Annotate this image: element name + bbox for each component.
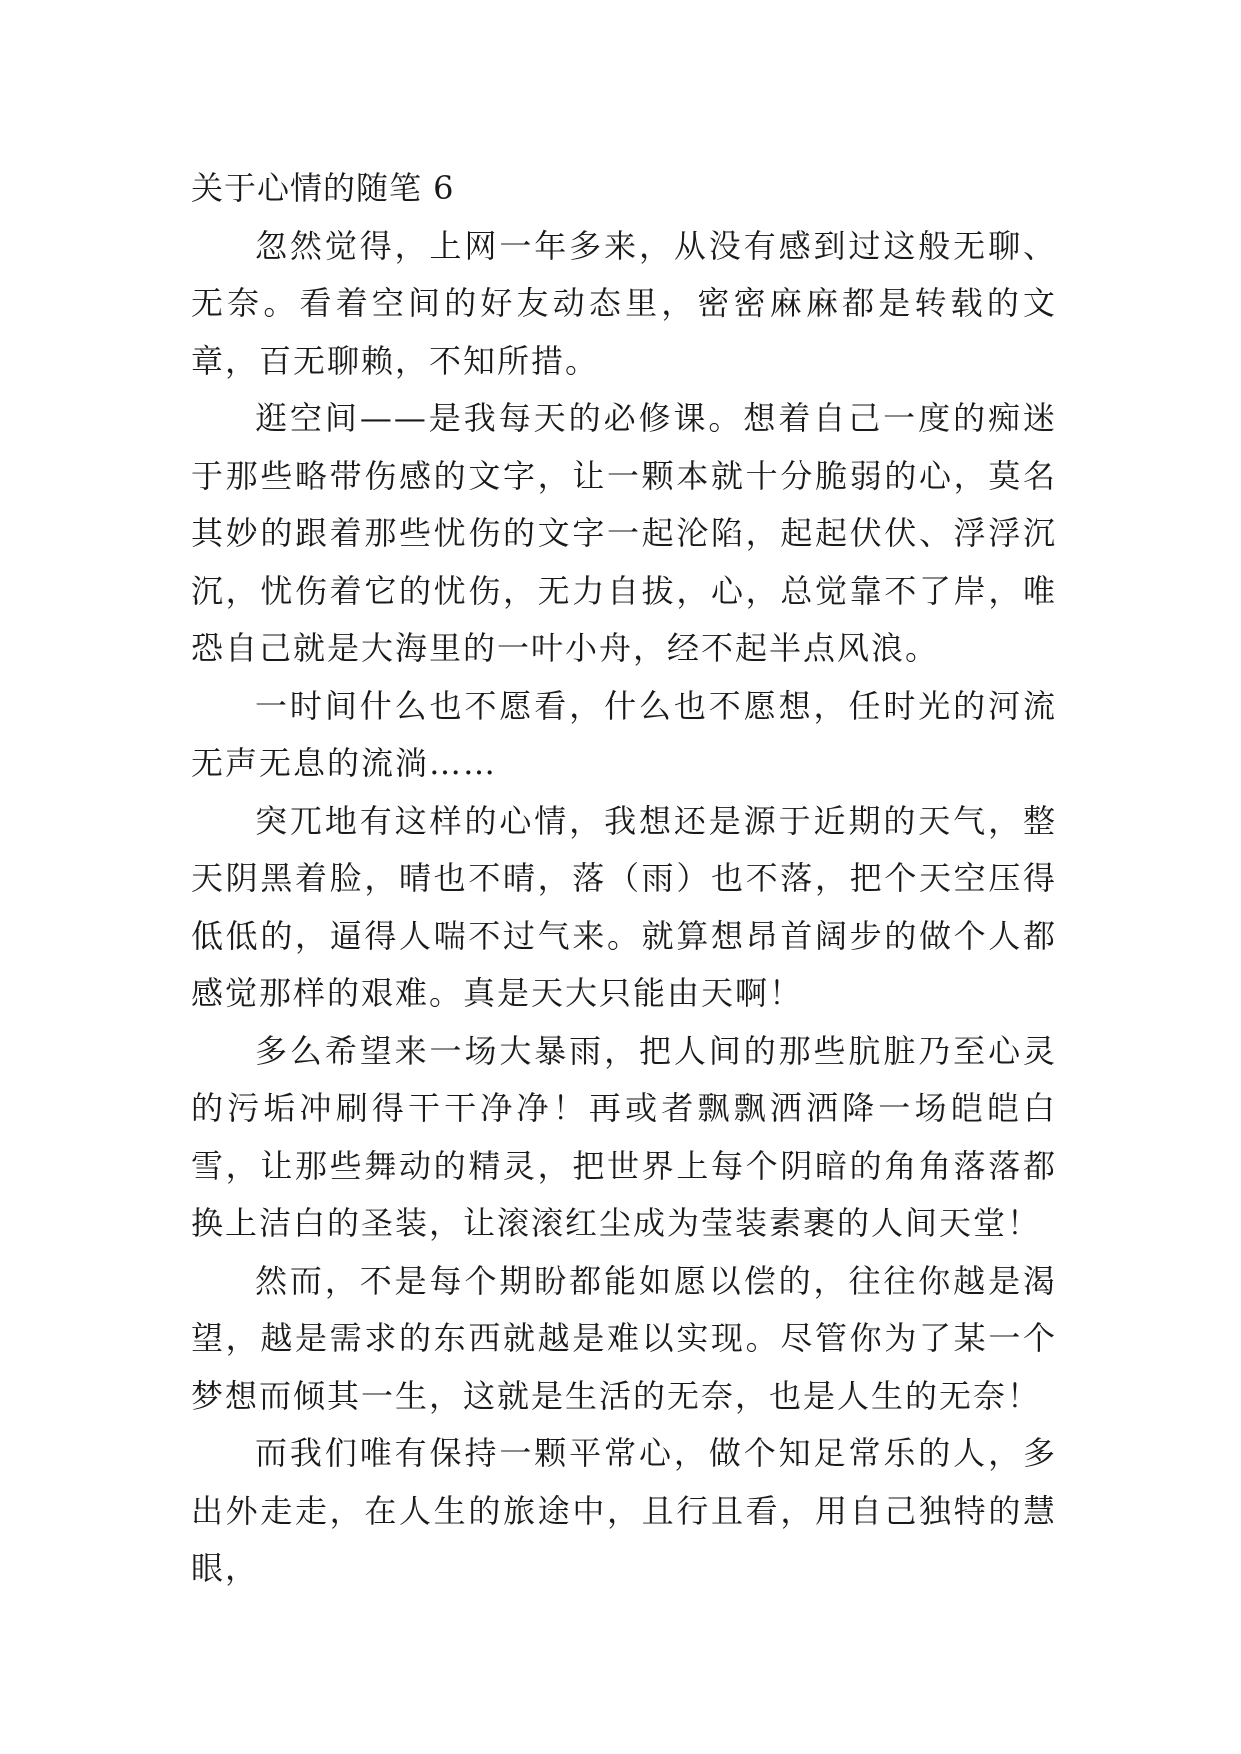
page-title: 关于心情的随笔 6 <box>191 169 455 207</box>
paragraph-3: 一时间什么也不愿看，什么也不愿想，任时光的河流无声无息的流淌…… <box>191 686 1057 782</box>
paragraph-4: 突兀地有这样的心情，我想还是源于近期的天气，整天阴黑着脸，晴也不晴，落（雨）也不落，把个天空压得低低的，逼得人喘不过气来。就算想昂首阔步的做个人都感觉那样的艰难。真是天大只能由天啊！ <box>191 801 1057 1012</box>
paragraph-2: 逛空间——是我每天的必修课。想着自己一度的痴迷于那些略带伤感的文字，让一颗本就十分脆弱的心，莫名其妙的跟着那些忧伤的文字一起沦陷，起起伏伏、浮浮沉沉，忧伤着它的忧伤，无力自拔，心，总觉靠不了岸，唯恐自己就是大海里的一叶小舟，经不起半点风浪。 <box>191 399 1057 667</box>
paragraph-5: 多么希望来一场大暴雨，把人间的那些肮脏乃至心灵的污垢冲刷得干干净净！再或者飘飘洒洒降一场皑皑白雪，让那些舞动的精灵，把世界上每个阴暗的角角落落都换上洁白的圣装，让滚滚红尘成为莹装素裹的人间天堂！ <box>191 1031 1057 1242</box>
document-body <box>191 160 1057 1598</box>
paragraph-6: 然而，不是每个期盼都能如愿以偿的，往往你越是渴望，越是需求的东西就越是难以实现。尽管你为了某一个梦想而倾其一生，这就是生活的无奈，也是人生的无奈！ <box>191 1261 1057 1415</box>
paragraph-7: 而我们唯有保持一颗平常心，做个知足常乐的人，多出外走走，在人生的旅途中，且行且看，用自己独特的慧眼， <box>191 1434 1057 1587</box>
paragraph-1: 忽然觉得，上网一年多来，从没有感到过这般无聊、无奈。看着空间的好友动态里，密密麻麻都是转载的文章，百无聊赖，不知所措。 <box>191 226 1057 380</box>
